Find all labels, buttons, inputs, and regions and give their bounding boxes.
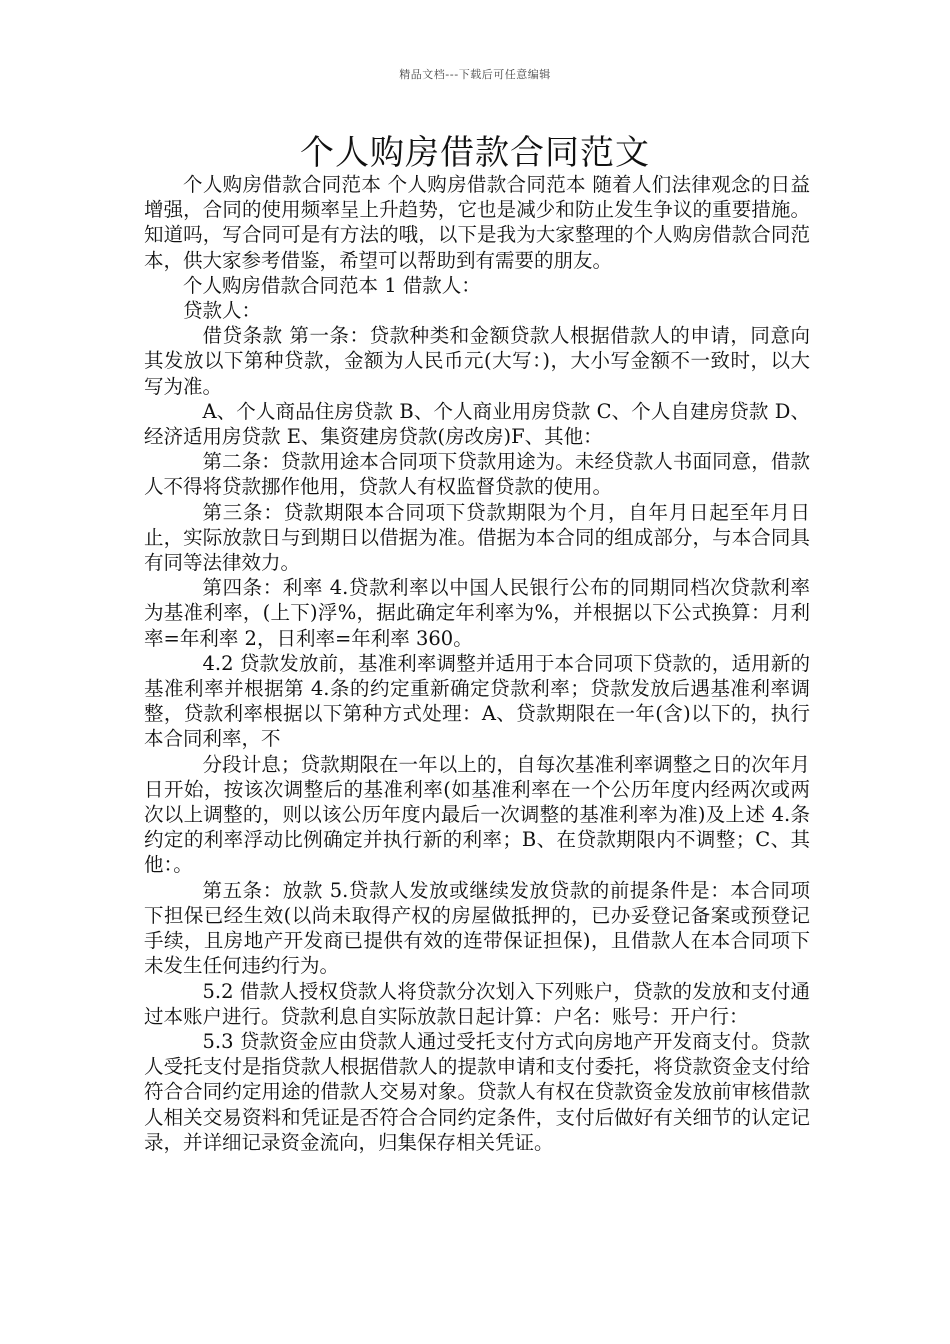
paragraph-loan-types: A、个人商品住房贷款 B、个人商业用房贷款 C、个人自建房贷款 D、经济适用房贷款 E、集资建房贷款(房改房)F、其他： [144, 399, 810, 449]
paragraph-article-4: 第四条：利率 4.贷款利率以中国人民银行公布的同期同档次贷款利率为基准利率，(上下)浮%，据此确定年利率为%，并根据以下公式换算：月利率=年利率 2，日利率=年利率 360。 [144, 576, 810, 650]
paragraph-article-5-2: 5.2 借款人授权贷款人将贷款分次划入下列账户，贷款的发放和支付通过本账户进行。贷款利息自实际放款日起计算：户名：账号：开户行： [144, 979, 810, 1028]
document-title: 个人购房借款合同范文 [300, 133, 650, 173]
paragraph-article-4-2: 4.2 贷款发放前，基准利率调整并适用于本合同项下贷款的，适用新的基准利率并根据第 4.条的约定重新确定贷款利率；贷款发放后遇基准利率调整，贷款利率根据以下第种方式处理：A、贷款期限在一年(含)以下的，执行本合同利率，不 [144, 651, 810, 751]
paragraph-article-5-3: 5.3 贷款资金应由贷款人通过受托支付方式向房地产开发商支付。贷款人受托支付是指贷款人根据借款人的提款申请和支付委托，将贷款资金支付给符合合同约定用途的借款人交易对象。贷款人有权在贷款资金发放前审核借款人相关交易资料和凭证是否符合合同约定条件，支付后做好有关细节的认定记录，并详细记录资金流向，归集保存相关凭证。 [144, 1029, 810, 1154]
paragraph-article-1: 借贷条款 第一条：贷款种类和金额贷款人根据借款人的申请，同意向其发放以下第种贷款，金额为人民币元(大写：)，大小写金额不一致时，以大写为准。 [144, 324, 810, 398]
paragraph-article-5: 第五条：放款 5.贷款人发放或继续发放贷款的前提条件是：本合同项下担保已经生效(以尚未取得产权的房屋做抵押的，已办妥登记备案或预登记手续，且房地产开发商已提供有效的连带保证担保)，且借款人在本合同项下未发生任何违约行为。 [144, 878, 810, 978]
paragraph-article-2: 第二条：贷款用途本合同项下贷款用途为。未经贷款人书面同意，借款人不得将贷款挪作他用，贷款人有权监督贷款的使用。 [144, 450, 810, 499]
paragraph-lender: 贷款人： [183, 299, 262, 323]
document-body [144, 172, 810, 1155]
header-note: 精品文档---下载后可任意编辑 [399, 68, 551, 81]
paragraph-borrower: 个人购房借款合同范本 1 借款人： [183, 273, 481, 297]
paragraph-segmented-interest: 分段计息；贷款期限在一年以上的，自每次基准利率调整之日的次年月日开始，按该次调整后的基准利率(如基准利率在一个公历年度内经两次或两次以上调整的，则以该公历年度内最后一次调整的基准利率为准)及上述 4.条约定的利率浮动比例确定并执行新的利率；B、在贷款期限内不调整；C、其他：。 [144, 752, 810, 877]
paragraph-intro: 个人购房借款合同范本 个人购房借款合同范本 随着人们法律观念的日益增强，合同的使用频率呈上升趋势，它也是减少和防止发生争议的重要措施。知道吗，写合同可是有方法的哦，以下是我为大家整理的个人购房借款合同范本，供大家参考借鉴，希望可以帮助到有需要的朋友。 [144, 173, 810, 272]
paragraph-article-3: 第三条：贷款期限本合同项下贷款期限为个月，自年月日起至年月日止，实际放款日与到期日以借据为准。借据为本合同的组成部分，与本合同具有同等法律效力。 [144, 500, 810, 575]
